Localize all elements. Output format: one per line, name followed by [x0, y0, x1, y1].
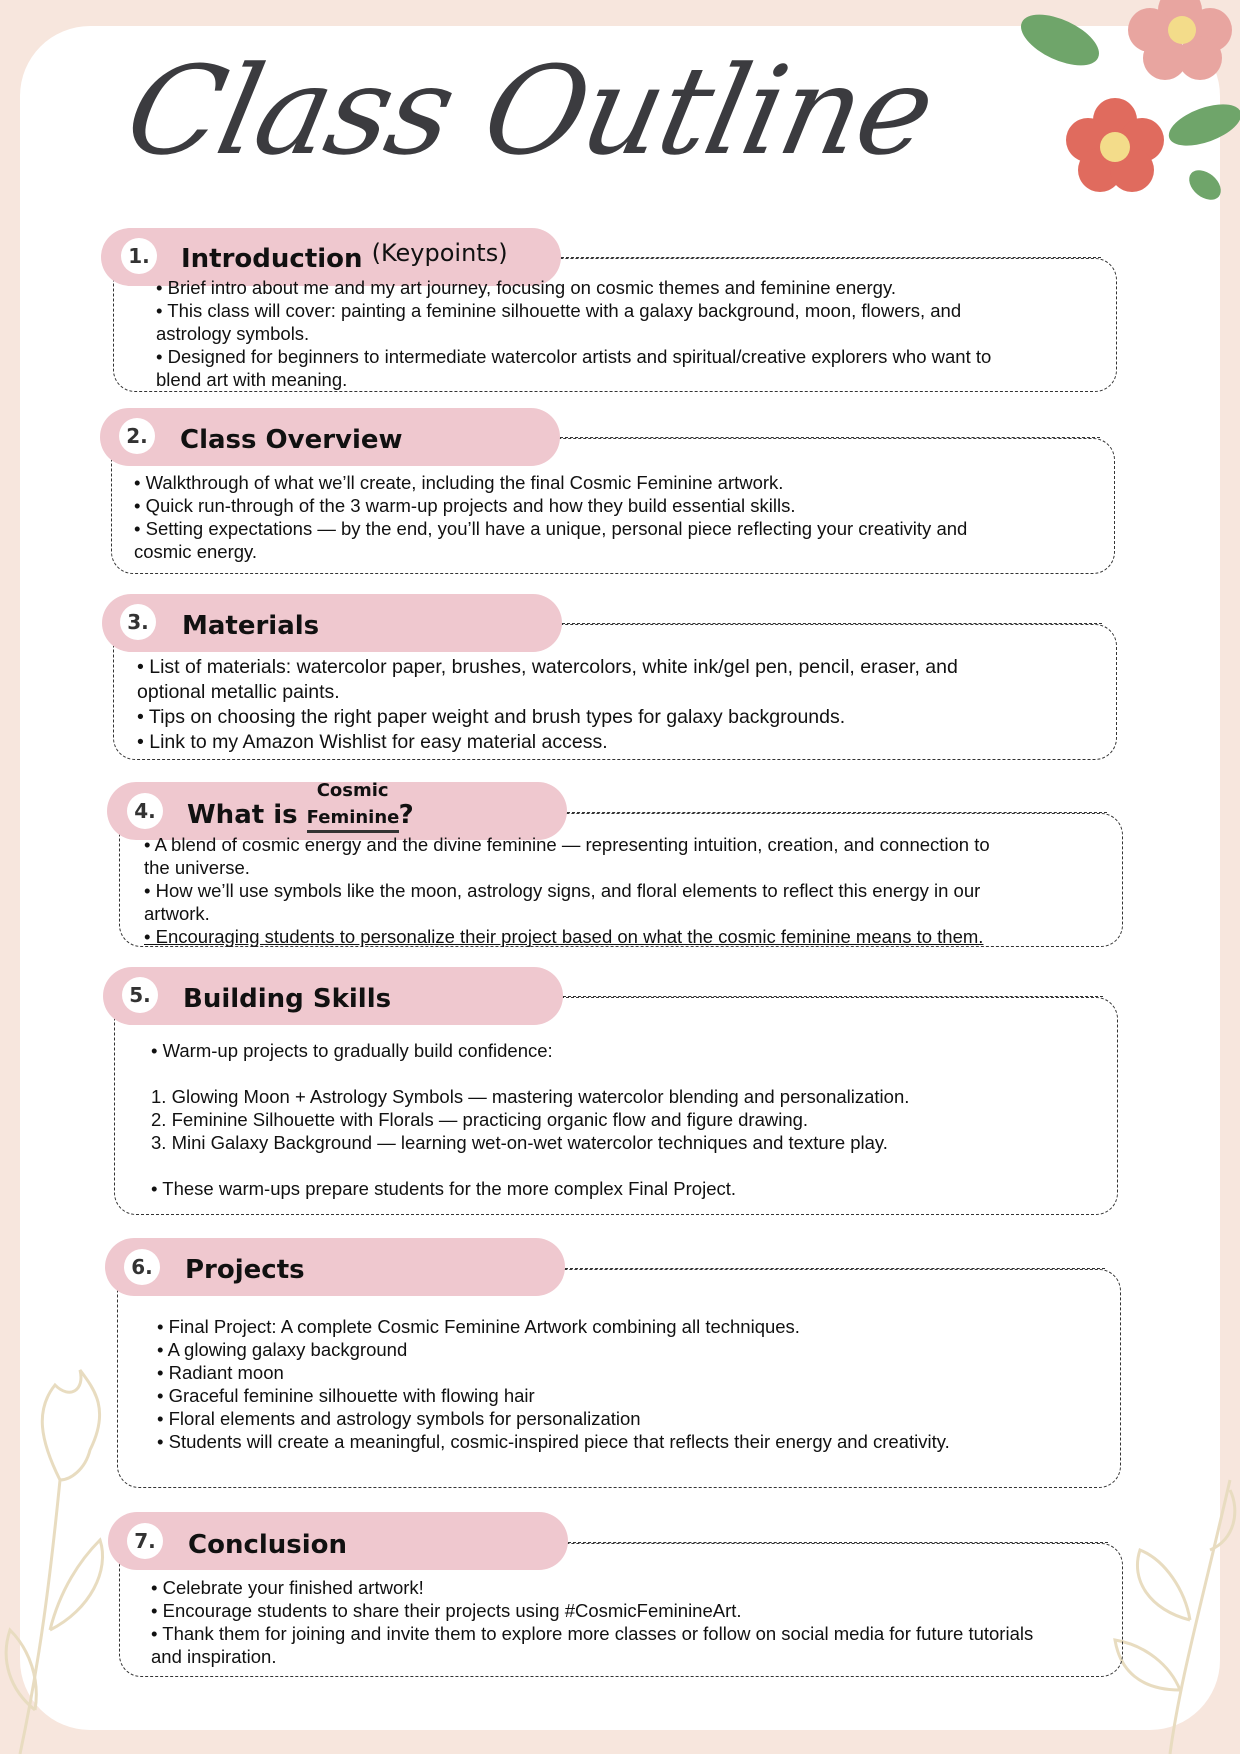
bullet-line: • Students will create a meaningful, cosmic-inspired piece that reflects their energy and creativity. — [157, 1431, 950, 1452]
section-body — [151, 1576, 1111, 1668]
section-body — [144, 833, 1104, 948]
section-body — [156, 276, 1096, 391]
section-heading: Materials — [182, 611, 320, 641]
section-number: 7. — [127, 1523, 163, 1559]
section-heading: What is Cosmic Feminine? — [187, 800, 414, 830]
section-body — [137, 655, 1097, 755]
bullet-line: • Encourage students to share their projects using #CosmicFeminineArt. — [151, 1600, 742, 1621]
page-title: Class Outline — [114, 40, 945, 182]
bullet-line: • Final Project: A complete Cosmic Feminine Artwork combining all techniques. — [157, 1316, 800, 1337]
divider — [561, 257, 1101, 258]
section-subheading: (Keypoints) — [371, 239, 508, 267]
divider — [568, 1542, 1108, 1543]
section-body — [157, 1315, 1107, 1453]
blank-top-word: Cosmic — [316, 780, 389, 801]
bullet-line: • Warm-up projects to gradually build confidence: — [151, 1040, 553, 1061]
numbered-item: 2. Feminine Silhouette with Florals — practicing organic flow and figure drawing. — [151, 1109, 809, 1130]
section-heading: Conclusion — [188, 1530, 348, 1560]
bullet-line: • Graceful feminine silhouette with flowing hair — [157, 1385, 535, 1406]
divider — [560, 437, 1100, 438]
section-number: 3. — [120, 604, 156, 640]
bullet-line: cosmic energy. — [134, 541, 258, 562]
bullet-line: • Floral elements and astrology symbols for personalization — [157, 1408, 641, 1429]
fill-in-blank — [306, 780, 400, 830]
flower-icon — [1128, 0, 1232, 80]
bullet-line: • Setting expectations — by the end, you’ll have a unique, personal piece reflecting your creativity and — [134, 518, 968, 539]
section-heading: Projects — [185, 1255, 305, 1285]
bullet-line: • Radiant moon — [157, 1362, 284, 1383]
bullet-line: and inspiration. — [151, 1646, 277, 1667]
flower-icon — [1066, 98, 1164, 192]
bullet-line: the universe. — [144, 857, 250, 878]
bullet-line: • Walkthrough of what we’ll create, including the final Cosmic Feminine artwork. — [134, 472, 784, 493]
section-heading: Class Overview — [180, 425, 403, 455]
section-heading: Building Skills — [183, 984, 392, 1014]
bullet-line: • Celebrate your finished artwork! — [151, 1577, 424, 1598]
bullet-line: blend art with meaning. — [156, 369, 348, 390]
divider — [567, 812, 1107, 813]
section-number: 2. — [119, 418, 155, 454]
section-number: 4. — [127, 793, 163, 829]
bullet-line: astrology symbols. — [156, 323, 310, 344]
bullet-line: • Brief intro about me and my art journey, focusing on cosmic themes and feminine energy. — [156, 277, 896, 298]
divider — [563, 996, 1103, 997]
section-pill — [102, 594, 562, 652]
section-number: 5. — [122, 977, 158, 1013]
section-number: 6. — [124, 1249, 160, 1285]
bullet-line: • List of materials: watercolor paper, brushes, watercolors, white ink/gel pen, pencil, eraser, and — [137, 656, 958, 678]
bullet-line: • Thank them for joining and invite them to explore more classes or follow on social media for future tutorials — [151, 1623, 1034, 1644]
blank-bottom-word: Feminine — [307, 807, 400, 833]
floral-line-art-right — [1110, 1460, 1240, 1754]
section-heading: Introduction (Keypoints) — [181, 239, 508, 274]
bullet-line: • Encouraging students to personalize their project based on what the cosmic feminine means to them. — [144, 926, 984, 947]
section-number: 1. — [121, 238, 157, 274]
bullet-line: • These warm-ups prepare students for the more complex Final Project. — [151, 1178, 737, 1199]
bullet-line: • Designed for beginners to intermediate watercolor artists and spiritual/creative explorers who want to — [156, 346, 992, 367]
bullet-line: artwork. — [144, 903, 210, 924]
flower-decoration — [1000, 0, 1240, 220]
bullet-line: • A glowing galaxy background — [157, 1339, 408, 1360]
bullet-line: • How we’ll use symbols like the moon, astrology signs, and floral elements to reflect this energy in our — [144, 880, 981, 901]
bullet-line: • Quick run-through of the 3 warm-up projects and how they build essential skills. — [134, 495, 796, 516]
numbered-item: 1. Glowing Moon + Astrology Symbols — mastering watercolor blending and personalization. — [151, 1086, 910, 1107]
divider — [562, 623, 1102, 624]
divider — [565, 1268, 1105, 1269]
bullet-line: • A blend of cosmic energy and the divine feminine — representing intuition, creation, and connection to — [144, 834, 990, 855]
bullet-line: • This class will cover: painting a feminine silhouette with a galaxy background, moon, flowers, and — [156, 300, 962, 321]
bullet-line: • Link to my Amazon Wishlist for easy material access. — [137, 731, 608, 753]
section-body — [151, 1039, 1101, 1200]
section-pill — [105, 1238, 565, 1296]
numbered-item: 3. Mini Galaxy Background — learning wet-on-wet watercolor techniques and texture play. — [151, 1132, 888, 1153]
bullet-line: optional metallic paints. — [137, 681, 340, 703]
bullet-line: • Tips on choosing the right paper weight and brush types for galaxy backgrounds. — [137, 706, 846, 728]
section-body — [134, 471, 1094, 563]
